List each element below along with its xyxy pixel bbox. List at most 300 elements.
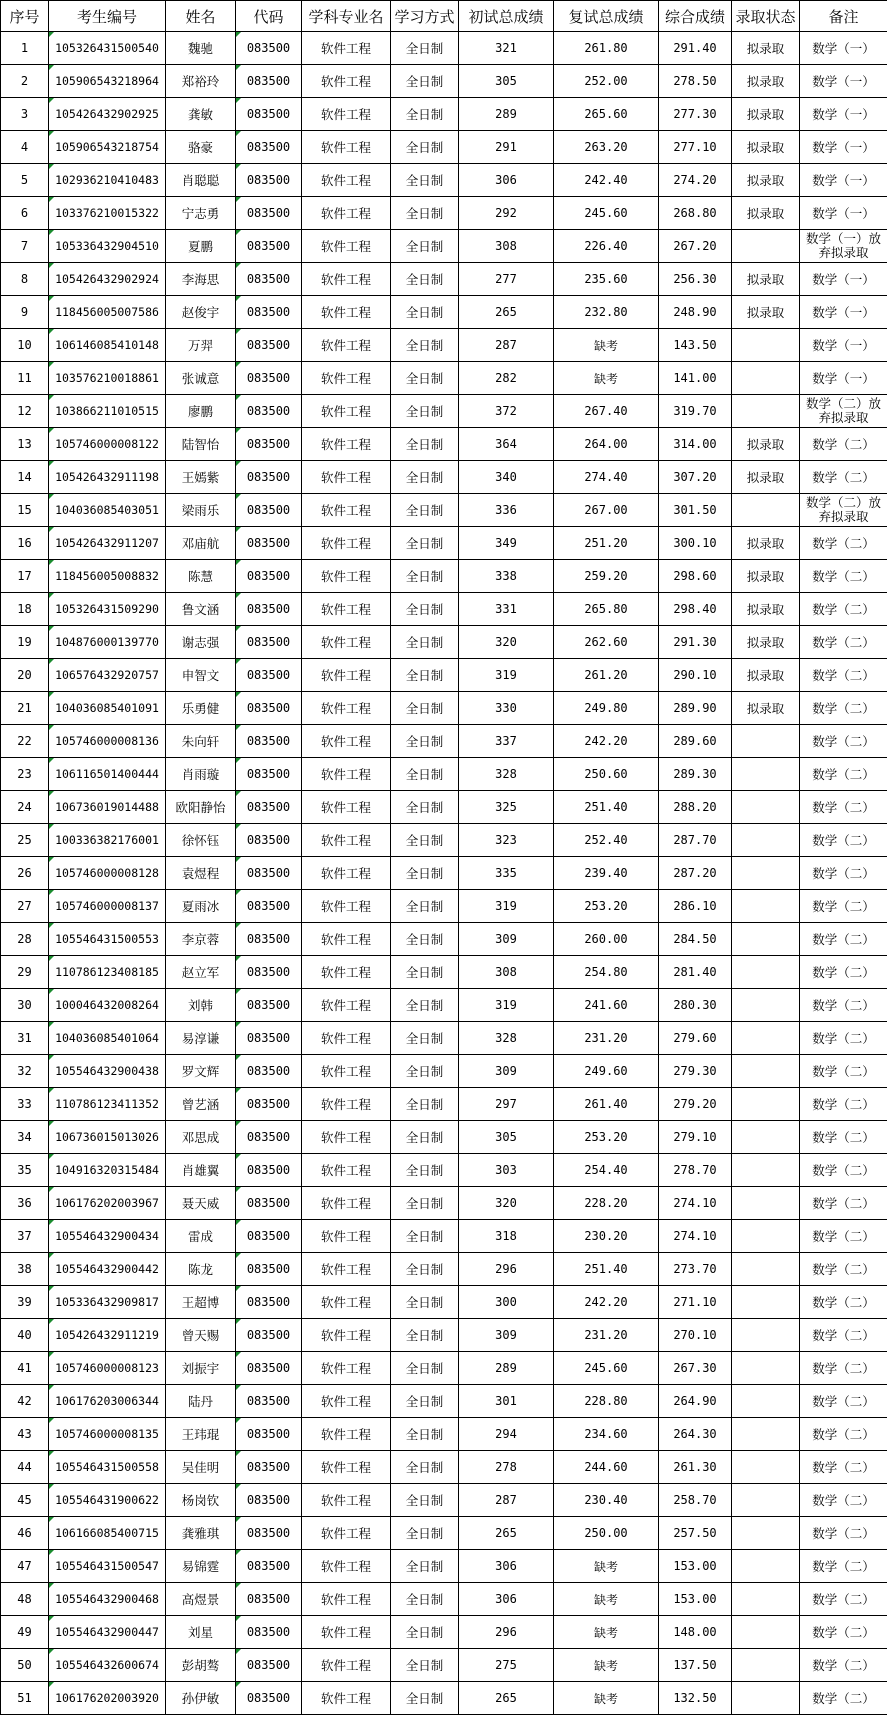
remarks-cell: 数学（二） xyxy=(800,1418,887,1451)
admission-status-cell xyxy=(732,989,800,1022)
index-cell: 6 xyxy=(1,197,49,230)
table-row xyxy=(1,1088,887,1121)
index-cell: 8 xyxy=(1,263,49,296)
admission-status-cell xyxy=(732,1418,800,1451)
study-mode-cell: 全日制 xyxy=(391,758,459,791)
table-row xyxy=(1,1055,887,1088)
study-mode-cell: 全日制 xyxy=(391,461,459,494)
code-cell: 083500 xyxy=(236,197,302,230)
table-row xyxy=(1,593,887,626)
candidate-id-cell: 105746000008123 xyxy=(49,1352,166,1385)
major-cell: 软件工程 xyxy=(302,857,391,890)
retest-score-cell: 274.40 xyxy=(554,461,659,494)
admission-status-cell xyxy=(732,890,800,923)
name-cell: 高煜景 xyxy=(166,1583,236,1616)
table-row xyxy=(1,1583,887,1616)
name-cell: 陆丹 xyxy=(166,1385,236,1418)
retest-score-cell: 265.80 xyxy=(554,593,659,626)
remarks-cell: 数学（二） xyxy=(800,1055,887,1088)
remarks-cell: 数学（一） xyxy=(800,98,887,131)
index-cell: 42 xyxy=(1,1385,49,1418)
remarks-cell: 数学（一） xyxy=(800,32,887,65)
remarks-cell: 数学（二） xyxy=(800,560,887,593)
name-cell: 龚雅琪 xyxy=(166,1517,236,1550)
major-cell: 软件工程 xyxy=(302,1451,391,1484)
initial-score-cell: 319 xyxy=(459,989,554,1022)
initial-score-cell: 291 xyxy=(459,131,554,164)
remarks-cell: 数学（二） xyxy=(800,1517,887,1550)
major-cell: 软件工程 xyxy=(302,329,391,362)
retest-score-cell: 缺考 xyxy=(554,1682,659,1715)
study-mode-cell: 全日制 xyxy=(391,890,459,923)
code-cell: 083500 xyxy=(236,725,302,758)
index-cell: 16 xyxy=(1,527,49,560)
major-cell: 软件工程 xyxy=(302,725,391,758)
initial-score-cell: 372 xyxy=(459,395,554,428)
admission-status-cell: 拟录取 xyxy=(732,164,800,197)
retest-score-cell: 231.20 xyxy=(554,1022,659,1055)
table-row xyxy=(1,296,887,329)
remarks-cell: 数学（二） xyxy=(800,824,887,857)
code-cell: 083500 xyxy=(236,1220,302,1253)
overall-score-cell: 273.70 xyxy=(659,1253,732,1286)
table-row xyxy=(1,1154,887,1187)
study-mode-cell: 全日制 xyxy=(391,1418,459,1451)
retest-score-cell: 缺考 xyxy=(554,362,659,395)
table-row xyxy=(1,692,887,725)
candidate-id-cell: 105906543218964 xyxy=(49,65,166,98)
admission-status-cell: 拟录取 xyxy=(732,263,800,296)
study-mode-cell: 全日制 xyxy=(391,1088,459,1121)
name-cell: 谢志强 xyxy=(166,626,236,659)
table-row xyxy=(1,98,887,131)
overall-score-cell: 153.00 xyxy=(659,1550,732,1583)
study-mode-cell: 全日制 xyxy=(391,1385,459,1418)
retest-score-cell: 254.40 xyxy=(554,1154,659,1187)
candidate-id-cell: 105546432900438 xyxy=(49,1055,166,1088)
index-cell: 17 xyxy=(1,560,49,593)
name-cell: 魏驰 xyxy=(166,32,236,65)
overall-score-cell: 291.30 xyxy=(659,626,732,659)
name-cell: 乐勇健 xyxy=(166,692,236,725)
table-row xyxy=(1,758,887,791)
retest-score-cell: 245.60 xyxy=(554,1352,659,1385)
initial-score-cell: 287 xyxy=(459,1484,554,1517)
major-cell: 软件工程 xyxy=(302,1484,391,1517)
initial-score-cell: 306 xyxy=(459,164,554,197)
study-mode-cell: 全日制 xyxy=(391,230,459,263)
candidate-id-cell: 105426432902925 xyxy=(49,98,166,131)
code-cell: 083500 xyxy=(236,164,302,197)
major-cell: 软件工程 xyxy=(302,1583,391,1616)
retest-score-cell: 260.00 xyxy=(554,923,659,956)
table-row xyxy=(1,461,887,494)
admission-status-cell xyxy=(732,1385,800,1418)
initial-score-cell: 294 xyxy=(459,1418,554,1451)
admission-status-cell: 拟录取 xyxy=(732,428,800,461)
header-cell-overall-score: 综合成绩 xyxy=(659,1,732,32)
code-cell: 083500 xyxy=(236,1682,302,1715)
retest-score-cell: 缺考 xyxy=(554,1649,659,1682)
candidate-id-cell: 105426432911198 xyxy=(49,461,166,494)
retest-score-cell: 244.60 xyxy=(554,1451,659,1484)
code-cell: 083500 xyxy=(236,230,302,263)
admission-status-cell: 拟录取 xyxy=(732,32,800,65)
remarks-cell: 数学（一） xyxy=(800,329,887,362)
major-cell: 软件工程 xyxy=(302,494,391,527)
candidate-id-cell: 106576432920757 xyxy=(49,659,166,692)
admission-status-cell xyxy=(732,824,800,857)
initial-score-cell: 336 xyxy=(459,494,554,527)
overall-score-cell: 261.30 xyxy=(659,1451,732,1484)
candidate-id-cell: 118456005007586 xyxy=(49,296,166,329)
candidate-id-cell: 100336382176001 xyxy=(49,824,166,857)
candidate-id-cell: 105746000008128 xyxy=(49,857,166,890)
admission-status-cell: 拟录取 xyxy=(732,296,800,329)
code-cell: 083500 xyxy=(236,32,302,65)
candidate-id-cell: 105546432600674 xyxy=(49,1649,166,1682)
index-cell: 27 xyxy=(1,890,49,923)
candidate-id-cell: 105426432902924 xyxy=(49,263,166,296)
overall-score-cell: 279.60 xyxy=(659,1022,732,1055)
candidate-id-cell: 106736015013026 xyxy=(49,1121,166,1154)
header-cell-remarks: 备注 xyxy=(800,1,887,32)
code-cell: 083500 xyxy=(236,1583,302,1616)
name-cell: 赵俊宇 xyxy=(166,296,236,329)
study-mode-cell: 全日制 xyxy=(391,989,459,1022)
table-row xyxy=(1,824,887,857)
remarks-cell: 数学（二） xyxy=(800,1352,887,1385)
study-mode-cell: 全日制 xyxy=(391,296,459,329)
code-cell: 083500 xyxy=(236,131,302,164)
initial-score-cell: 364 xyxy=(459,428,554,461)
overall-score-cell: 290.10 xyxy=(659,659,732,692)
code-cell: 083500 xyxy=(236,527,302,560)
initial-score-cell: 349 xyxy=(459,527,554,560)
name-cell: 万羿 xyxy=(166,329,236,362)
retest-score-cell: 239.40 xyxy=(554,857,659,890)
admission-status-cell xyxy=(732,1583,800,1616)
remarks-cell: 数学（二） xyxy=(800,1451,887,1484)
candidate-id-cell: 106176203006344 xyxy=(49,1385,166,1418)
remarks-cell: 数学（二） xyxy=(800,1583,887,1616)
admission-status-cell xyxy=(732,956,800,989)
table-row xyxy=(1,1616,887,1649)
table-row xyxy=(1,1187,887,1220)
study-mode-cell: 全日制 xyxy=(391,1352,459,1385)
table-row xyxy=(1,560,887,593)
retest-score-cell: 241.60 xyxy=(554,989,659,1022)
remarks-cell: 数学（二） xyxy=(800,1616,887,1649)
remarks-cell: 数学（一） xyxy=(800,296,887,329)
initial-score-cell: 303 xyxy=(459,1154,554,1187)
candidate-id-cell: 106146085410148 xyxy=(49,329,166,362)
code-cell: 083500 xyxy=(236,65,302,98)
admission-status-cell xyxy=(732,1319,800,1352)
table-row xyxy=(1,890,887,923)
initial-score-cell: 305 xyxy=(459,65,554,98)
table-row xyxy=(1,32,887,65)
index-cell: 26 xyxy=(1,857,49,890)
study-mode-cell: 全日制 xyxy=(391,263,459,296)
overall-score-cell: 291.40 xyxy=(659,32,732,65)
study-mode-cell: 全日制 xyxy=(391,692,459,725)
name-cell: 彭胡骜 xyxy=(166,1649,236,1682)
retest-score-cell: 缺考 xyxy=(554,1550,659,1583)
retest-score-cell: 245.60 xyxy=(554,197,659,230)
admission-status-cell xyxy=(732,1517,800,1550)
admission-status-cell: 拟录取 xyxy=(732,560,800,593)
study-mode-cell: 全日制 xyxy=(391,1517,459,1550)
major-cell: 软件工程 xyxy=(302,164,391,197)
code-cell: 083500 xyxy=(236,428,302,461)
candidate-id-cell: 105546431900622 xyxy=(49,1484,166,1517)
major-cell: 软件工程 xyxy=(302,527,391,560)
header-cell-admission-status: 录取状态 xyxy=(732,1,800,32)
index-cell: 32 xyxy=(1,1055,49,1088)
name-cell: 夏鹏 xyxy=(166,230,236,263)
overall-score-cell: 278.50 xyxy=(659,65,732,98)
overall-score-cell: 301.50 xyxy=(659,494,732,527)
name-cell: 郑裕玲 xyxy=(166,65,236,98)
study-mode-cell: 全日制 xyxy=(391,560,459,593)
admission-status-cell xyxy=(732,923,800,956)
name-cell: 李海思 xyxy=(166,263,236,296)
index-cell: 3 xyxy=(1,98,49,131)
candidate-id-cell: 103866211010515 xyxy=(49,395,166,428)
admission-status-cell xyxy=(732,1055,800,1088)
name-cell: 王超博 xyxy=(166,1286,236,1319)
name-cell: 王嫣紫 xyxy=(166,461,236,494)
remarks-cell: 数学（二） xyxy=(800,593,887,626)
index-cell: 40 xyxy=(1,1319,49,1352)
overall-score-cell: 281.40 xyxy=(659,956,732,989)
study-mode-cell: 全日制 xyxy=(391,956,459,989)
initial-score-cell: 289 xyxy=(459,98,554,131)
name-cell: 肖雄翼 xyxy=(166,1154,236,1187)
initial-score-cell: 308 xyxy=(459,230,554,263)
overall-score-cell: 284.50 xyxy=(659,923,732,956)
initial-score-cell: 306 xyxy=(459,1550,554,1583)
initial-score-cell: 318 xyxy=(459,1220,554,1253)
initial-score-cell: 309 xyxy=(459,923,554,956)
initial-score-cell: 319 xyxy=(459,890,554,923)
candidate-id-cell: 110786123408185 xyxy=(49,956,166,989)
major-cell: 软件工程 xyxy=(302,1253,391,1286)
study-mode-cell: 全日制 xyxy=(391,131,459,164)
retest-score-cell: 265.60 xyxy=(554,98,659,131)
index-cell: 44 xyxy=(1,1451,49,1484)
overall-score-cell: 300.10 xyxy=(659,527,732,560)
index-cell: 11 xyxy=(1,362,49,395)
major-cell: 软件工程 xyxy=(302,593,391,626)
remarks-cell: 数学（二） xyxy=(800,857,887,890)
study-mode-cell: 全日制 xyxy=(391,362,459,395)
code-cell: 083500 xyxy=(236,593,302,626)
overall-score-cell: 270.10 xyxy=(659,1319,732,1352)
major-cell: 软件工程 xyxy=(302,362,391,395)
code-cell: 083500 xyxy=(236,1088,302,1121)
initial-score-cell: 265 xyxy=(459,1517,554,1550)
candidate-id-cell: 105336432904510 xyxy=(49,230,166,263)
name-cell: 陈龙 xyxy=(166,1253,236,1286)
candidate-id-cell: 105746000008122 xyxy=(49,428,166,461)
overall-score-cell: 274.10 xyxy=(659,1220,732,1253)
initial-score-cell: 309 xyxy=(459,1319,554,1352)
overall-score-cell: 274.20 xyxy=(659,164,732,197)
candidate-id-cell: 102936210410483 xyxy=(49,164,166,197)
candidate-id-cell: 105326431500540 xyxy=(49,32,166,65)
name-cell: 孙伊敏 xyxy=(166,1682,236,1715)
study-mode-cell: 全日制 xyxy=(391,1550,459,1583)
major-cell: 软件工程 xyxy=(302,1055,391,1088)
candidate-id-cell: 103376210015322 xyxy=(49,197,166,230)
table-row xyxy=(1,230,887,263)
retest-score-cell: 263.20 xyxy=(554,131,659,164)
major-cell: 软件工程 xyxy=(302,1154,391,1187)
code-cell: 083500 xyxy=(236,395,302,428)
initial-score-cell: 296 xyxy=(459,1616,554,1649)
index-cell: 21 xyxy=(1,692,49,725)
name-cell: 廖鹏 xyxy=(166,395,236,428)
admission-status-cell xyxy=(732,1286,800,1319)
major-cell: 软件工程 xyxy=(302,1385,391,1418)
index-cell: 45 xyxy=(1,1484,49,1517)
candidate-id-cell: 104036085401064 xyxy=(49,1022,166,1055)
index-cell: 36 xyxy=(1,1187,49,1220)
overall-score-cell: 267.30 xyxy=(659,1352,732,1385)
candidate-id-cell: 105326431509290 xyxy=(49,593,166,626)
candidate-id-cell: 100046432008264 xyxy=(49,989,166,1022)
table-row xyxy=(1,1550,887,1583)
table-row xyxy=(1,1022,887,1055)
overall-score-cell: 248.90 xyxy=(659,296,732,329)
overall-score-cell: 287.70 xyxy=(659,824,732,857)
study-mode-cell: 全日制 xyxy=(391,1319,459,1352)
retest-score-cell: 228.20 xyxy=(554,1187,659,1220)
admission-status-cell: 拟录取 xyxy=(732,626,800,659)
name-cell: 易淳谦 xyxy=(166,1022,236,1055)
name-cell: 申智文 xyxy=(166,659,236,692)
index-cell: 18 xyxy=(1,593,49,626)
candidate-id-cell: 104036085403051 xyxy=(49,494,166,527)
remarks-cell: 数学（二） xyxy=(800,461,887,494)
name-cell: 肖雨璇 xyxy=(166,758,236,791)
code-cell: 083500 xyxy=(236,560,302,593)
study-mode-cell: 全日制 xyxy=(391,98,459,131)
overall-score-cell: 153.00 xyxy=(659,1583,732,1616)
overall-score-cell: 137.50 xyxy=(659,1649,732,1682)
name-cell: 李京蓉 xyxy=(166,923,236,956)
candidate-id-cell: 105546431500547 xyxy=(49,1550,166,1583)
major-cell: 软件工程 xyxy=(302,131,391,164)
study-mode-cell: 全日制 xyxy=(391,1253,459,1286)
table-row xyxy=(1,626,887,659)
admission-status-cell xyxy=(732,1121,800,1154)
admission-status-cell xyxy=(732,329,800,362)
major-cell: 软件工程 xyxy=(302,428,391,461)
candidate-id-cell: 105546432900447 xyxy=(49,1616,166,1649)
study-mode-cell: 全日制 xyxy=(391,857,459,890)
candidate-id-cell: 106736019014488 xyxy=(49,791,166,824)
admission-status-cell: 拟录取 xyxy=(732,527,800,560)
overall-score-cell: 268.80 xyxy=(659,197,732,230)
remarks-cell: 数学（二） xyxy=(800,1187,887,1220)
overall-score-cell: 307.20 xyxy=(659,461,732,494)
header-cell-major: 学科专业名 xyxy=(302,1,391,32)
index-cell: 13 xyxy=(1,428,49,461)
index-cell: 20 xyxy=(1,659,49,692)
initial-score-cell: 321 xyxy=(459,32,554,65)
remarks-cell: 数学（二） xyxy=(800,1253,887,1286)
index-cell: 31 xyxy=(1,1022,49,1055)
initial-score-cell: 300 xyxy=(459,1286,554,1319)
header-cell-name: 姓名 xyxy=(166,1,236,32)
code-cell: 083500 xyxy=(236,1022,302,1055)
initial-score-cell: 265 xyxy=(459,296,554,329)
study-mode-cell: 全日制 xyxy=(391,1055,459,1088)
index-cell: 28 xyxy=(1,923,49,956)
name-cell: 袁煜程 xyxy=(166,857,236,890)
candidate-id-cell: 105546431500558 xyxy=(49,1451,166,1484)
name-cell: 骆豪 xyxy=(166,131,236,164)
name-cell: 刘韩 xyxy=(166,989,236,1022)
candidate-id-cell: 105426432911219 xyxy=(49,1319,166,1352)
major-cell: 软件工程 xyxy=(302,461,391,494)
major-cell: 软件工程 xyxy=(302,989,391,1022)
code-cell: 083500 xyxy=(236,1616,302,1649)
study-mode-cell: 全日制 xyxy=(391,1682,459,1715)
major-cell: 软件工程 xyxy=(302,1022,391,1055)
overall-score-cell: 286.10 xyxy=(659,890,732,923)
initial-score-cell: 292 xyxy=(459,197,554,230)
admission-status-cell: 拟录取 xyxy=(732,131,800,164)
name-cell: 朱向轩 xyxy=(166,725,236,758)
study-mode-cell: 全日制 xyxy=(391,1022,459,1055)
initial-score-cell: 325 xyxy=(459,791,554,824)
overall-score-cell: 288.20 xyxy=(659,791,732,824)
candidate-id-cell: 104916320315484 xyxy=(49,1154,166,1187)
major-cell: 软件工程 xyxy=(302,560,391,593)
table-row xyxy=(1,329,887,362)
initial-score-cell: 305 xyxy=(459,1121,554,1154)
table-row xyxy=(1,1385,887,1418)
major-cell: 软件工程 xyxy=(302,230,391,263)
name-cell: 吴佳明 xyxy=(166,1451,236,1484)
study-mode-cell: 全日制 xyxy=(391,593,459,626)
table-row xyxy=(1,164,887,197)
name-cell: 曾艺涵 xyxy=(166,1088,236,1121)
retest-score-cell: 254.80 xyxy=(554,956,659,989)
study-mode-cell: 全日制 xyxy=(391,494,459,527)
retest-score-cell: 缺考 xyxy=(554,1616,659,1649)
remarks-cell: 数学（二） xyxy=(800,890,887,923)
name-cell: 陈慧 xyxy=(166,560,236,593)
table-row xyxy=(1,1418,887,1451)
index-cell: 35 xyxy=(1,1154,49,1187)
study-mode-cell: 全日制 xyxy=(391,395,459,428)
major-cell: 软件工程 xyxy=(302,296,391,329)
retest-score-cell: 261.80 xyxy=(554,32,659,65)
table-row xyxy=(1,1517,887,1550)
study-mode-cell: 全日制 xyxy=(391,923,459,956)
code-cell: 083500 xyxy=(236,1517,302,1550)
overall-score-cell: 314.00 xyxy=(659,428,732,461)
code-cell: 083500 xyxy=(236,659,302,692)
study-mode-cell: 全日制 xyxy=(391,65,459,98)
admission-status-cell xyxy=(732,1352,800,1385)
code-cell: 083500 xyxy=(236,989,302,1022)
